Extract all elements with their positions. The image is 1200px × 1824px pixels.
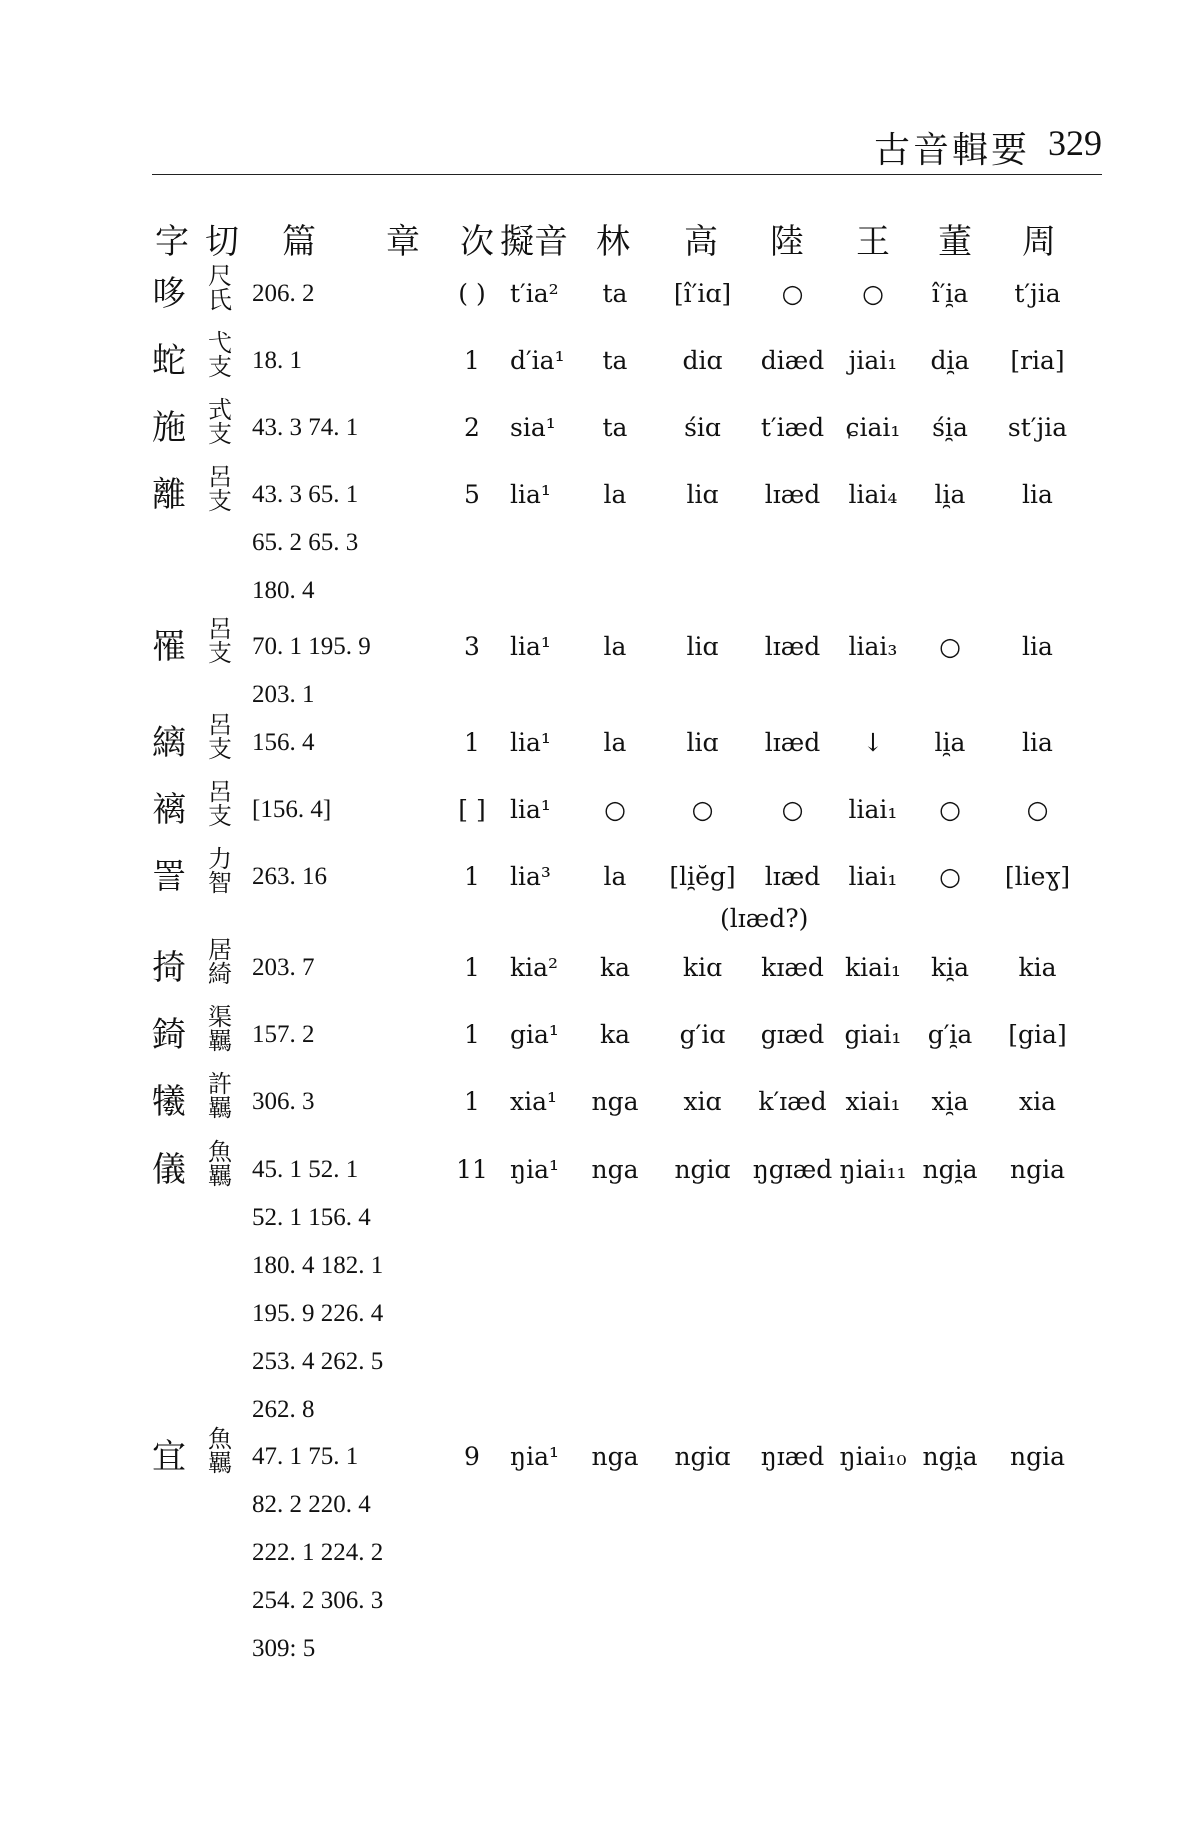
fanqie: 渠羈 xyxy=(208,1003,232,1055)
reference: 45. 1 52. 1 xyxy=(252,1156,359,1183)
zhou-cell: st′jia xyxy=(1007,413,1068,442)
reference: 70. 1 195. 9 xyxy=(252,633,371,660)
head-character: 褵 xyxy=(152,790,186,830)
zhou-cell: ngia xyxy=(1009,1442,1065,1471)
head-character: 詈 xyxy=(152,857,186,897)
wang-cell: liai₁ xyxy=(848,862,898,891)
count-cell: 1 xyxy=(464,346,480,375)
dong-cell: śi̯a xyxy=(932,413,968,442)
fanqie: 式支 xyxy=(208,396,232,448)
lin-cell: ta xyxy=(602,413,628,442)
reconstruction-cell: d′ia¹ xyxy=(510,346,565,375)
reference-list xyxy=(252,1011,315,1059)
reconstruction-cell: lia¹ xyxy=(510,795,551,824)
reference: 156. 4 xyxy=(252,729,315,756)
head-character: 罹 xyxy=(152,627,186,667)
fanqie: 魚羈 xyxy=(208,1425,232,1477)
zhou-cell: kia xyxy=(1018,953,1057,982)
lin-cell: nga xyxy=(591,1155,639,1184)
wang-cell: jiai₁ xyxy=(848,346,898,375)
reference-list xyxy=(252,719,315,767)
count-cell: 3 xyxy=(464,632,480,661)
head-character: 犧 xyxy=(152,1082,186,1122)
count-cell: 1 xyxy=(464,953,480,982)
gao-cell: ○ xyxy=(691,795,714,824)
lu-cell: t′iæd xyxy=(760,413,825,442)
lin-cell: ta xyxy=(602,346,628,375)
fanqie: 許羈 xyxy=(208,1070,232,1122)
reference: 82. 2 220. 4 xyxy=(252,1491,371,1518)
lu-cell: gɪæd xyxy=(760,1020,825,1049)
dong-cell: g′i̯a xyxy=(927,1020,973,1049)
reference-list xyxy=(252,1146,383,1434)
lu-cell: ○ xyxy=(781,279,804,308)
gao-cell: liɑ xyxy=(686,632,719,661)
reference: [156. 4] xyxy=(252,796,332,823)
table-header xyxy=(0,214,1200,264)
zhou-cell: t′jia xyxy=(1014,279,1061,308)
lin-cell: ○ xyxy=(604,795,626,824)
zhou-cell: lia xyxy=(1022,632,1053,661)
wang-cell: ŋiai₁₀ xyxy=(839,1442,907,1471)
fanqie: 呂支 xyxy=(208,463,232,515)
lin-cell: ta xyxy=(602,279,628,308)
count-cell: 11 xyxy=(456,1155,488,1184)
zhou-cell: lia xyxy=(1022,480,1053,509)
gao-cell: [î′iɑ] xyxy=(673,279,732,308)
reconstruction-cell: ŋia¹ xyxy=(510,1155,560,1184)
page-number: 329 xyxy=(1048,123,1102,163)
dong-cell: li̯a xyxy=(934,728,966,757)
lu-cell: k′ɪæd xyxy=(758,1087,827,1116)
wang-cell: ŋiai₁₁ xyxy=(839,1155,907,1184)
fanqie: 弋支 xyxy=(208,329,232,381)
dong-cell: xi̯a xyxy=(931,1087,969,1116)
fanqie: 魚羈 xyxy=(208,1138,232,1190)
lin-cell: la xyxy=(603,632,627,661)
lin-cell: ka xyxy=(599,1020,631,1049)
gao-cell: xiɑ xyxy=(683,1087,722,1116)
count-cell: 9 xyxy=(464,1442,480,1471)
count-cell: 5 xyxy=(464,480,480,509)
col-lin: 林 xyxy=(596,222,630,262)
lu-cell: kɪæd xyxy=(761,953,824,982)
wang-cell: ↓ xyxy=(862,728,884,757)
dong-cell: î′i̯a xyxy=(931,279,969,308)
col-gao: 高 xyxy=(684,222,718,262)
col-lu: 陸 xyxy=(770,222,804,262)
count-cell: 1 xyxy=(464,728,480,757)
gao-cell: g′iɑ xyxy=(679,1020,726,1049)
note: (lɪæd?) xyxy=(720,904,809,933)
gao-cell: kiɑ xyxy=(682,953,723,982)
count-cell: 1 xyxy=(464,862,480,891)
lin-cell: nga xyxy=(591,1442,639,1471)
zhou-cell: ○ xyxy=(1026,795,1049,824)
dong-cell: li̯a xyxy=(934,480,966,509)
head-character: 縭 xyxy=(152,723,186,763)
dong-cell: ngi̯a xyxy=(922,1155,978,1184)
count-cell: ( ) xyxy=(458,279,486,308)
reconstruction-cell: sia¹ xyxy=(510,413,556,442)
head-character: 儀 xyxy=(152,1150,186,1190)
dong-cell: ○ xyxy=(939,795,961,824)
reference: 65. 2 65. 3 xyxy=(252,529,359,556)
reference: 43. 3 65. 1 xyxy=(252,481,359,508)
zhou-cell: [gia] xyxy=(1008,1020,1067,1049)
lu-cell: diæd xyxy=(760,346,825,375)
reconstruction-cell: gia¹ xyxy=(510,1020,559,1049)
reference: 180. 4 182. 1 xyxy=(252,1252,384,1279)
wang-cell: liai₁ xyxy=(848,795,898,824)
lin-cell: la xyxy=(603,728,627,757)
reconstruction-cell: lia³ xyxy=(510,862,551,891)
fanqie: 力智 xyxy=(208,845,232,897)
reference: 253. 4 262. 5 xyxy=(252,1348,384,1375)
wang-cell: liai₃ xyxy=(848,632,898,661)
fanqie: 呂支 xyxy=(208,711,232,763)
count-cell: 2 xyxy=(464,413,480,442)
reference: 262. 8 xyxy=(252,1396,315,1423)
reference-list xyxy=(252,1078,315,1126)
head-character: 蛇 xyxy=(152,341,186,381)
lu-cell: lɪæd xyxy=(764,862,821,891)
gao-cell: ngiɑ xyxy=(674,1155,731,1184)
lu-cell: ○ xyxy=(781,795,804,824)
reference: 206. 2 xyxy=(252,280,315,307)
gao-cell: śiɑ xyxy=(684,413,721,442)
head-character: 哆 xyxy=(152,274,186,314)
col-wang: 王 xyxy=(856,222,890,262)
reconstruction-cell: t′ia² xyxy=(510,279,559,308)
reconstruction-cell: lia¹ xyxy=(510,728,551,757)
head-character: 宜 xyxy=(152,1437,186,1477)
lin-cell: la xyxy=(603,480,627,509)
lin-cell: ka xyxy=(599,953,631,982)
header-rule xyxy=(152,174,1102,175)
book-title: 古音輯要 xyxy=(873,130,1030,171)
col-ci: 次 xyxy=(460,222,494,262)
reference: 43. 3 74. 1 xyxy=(252,414,359,441)
reconstruction-cell: lia¹ xyxy=(510,480,551,509)
reference: 306. 3 xyxy=(252,1088,315,1115)
reference-list xyxy=(252,1433,383,1673)
reference: 222. 1 224. 2 xyxy=(252,1539,384,1566)
reference: 157. 2 xyxy=(252,1021,315,1048)
reference-list xyxy=(252,404,358,452)
wang-cell: kiai₁ xyxy=(844,953,902,982)
reference-list xyxy=(252,337,302,385)
gao-cell: liɑ xyxy=(686,728,719,757)
dong-cell: ki̯a xyxy=(930,953,970,982)
reconstruction-cell: kia² xyxy=(510,953,559,982)
running-head xyxy=(0,118,1200,171)
gao-cell: [li̯ĕg] xyxy=(669,862,736,891)
lu-cell: lɪæd xyxy=(764,480,821,509)
count-cell: [ ] xyxy=(458,795,486,824)
lu-cell: ŋɪæd xyxy=(760,1442,825,1471)
reference-list xyxy=(252,853,327,901)
col-pian: 篇 xyxy=(282,222,316,262)
wang-cell: ○ xyxy=(862,279,884,308)
head-character: 錡 xyxy=(152,1015,186,1055)
reference-list xyxy=(252,944,315,992)
count-cell: 1 xyxy=(464,1087,480,1116)
wang-cell: ɕiai₁ xyxy=(845,413,901,442)
gao-cell: diɑ xyxy=(682,346,723,375)
wang-cell: liai₄ xyxy=(848,480,898,509)
col-qie: 切 xyxy=(205,222,239,262)
fanqie: 呂支 xyxy=(208,778,232,830)
reference: 47. 1 75. 1 xyxy=(252,1443,359,1470)
lin-cell: nga xyxy=(591,1087,639,1116)
lu-cell: lɪæd xyxy=(764,728,821,757)
zhou-cell: ngia xyxy=(1009,1155,1065,1184)
reference: 203. 1 xyxy=(252,681,315,708)
dong-cell: ○ xyxy=(939,862,961,891)
gao-cell: liɑ xyxy=(686,480,719,509)
fanqie: 尺氏 xyxy=(208,262,232,314)
reference: 52. 1 156. 4 xyxy=(252,1204,371,1231)
fanqie: 呂支 xyxy=(208,615,232,667)
reference-list xyxy=(252,471,358,615)
col-zhou: 周 xyxy=(1022,222,1056,262)
col-dong: 董 xyxy=(938,222,972,262)
reference: 309: 5 xyxy=(252,1635,316,1662)
lu-cell: lɪæd xyxy=(764,632,821,661)
head-character: 離 xyxy=(152,475,186,515)
reference-list xyxy=(252,623,371,719)
col-niyin: 擬音 xyxy=(500,222,568,262)
zhou-cell: [ria] xyxy=(1010,346,1065,375)
zhou-cell: [lieɣ] xyxy=(1004,862,1071,891)
reference: 263. 16 xyxy=(252,863,327,890)
lin-cell: la xyxy=(603,862,627,891)
dong-cell: ○ xyxy=(939,632,961,661)
reference-list xyxy=(252,786,331,834)
reconstruction-cell: lia¹ xyxy=(510,632,551,661)
zhou-cell: lia xyxy=(1022,728,1053,757)
dong-cell: di̯a xyxy=(930,346,970,375)
col-zhang: 章 xyxy=(386,222,420,262)
dong-cell: ngi̯a xyxy=(922,1442,978,1471)
reference: 18. 1 xyxy=(252,347,302,374)
gao-cell: ngiɑ xyxy=(674,1442,731,1471)
wang-cell: xiai₁ xyxy=(845,1087,901,1116)
reference: 180. 4 xyxy=(252,577,315,604)
fanqie: 居綺 xyxy=(208,936,232,988)
zhou-cell: xia xyxy=(1019,1087,1056,1116)
reconstruction-cell: ŋia¹ xyxy=(510,1442,560,1471)
col-zi: 字 xyxy=(155,222,189,262)
reference: 195. 9 226. 4 xyxy=(252,1300,384,1327)
wang-cell: giai₁ xyxy=(844,1020,902,1049)
count-cell: 1 xyxy=(464,1020,480,1049)
head-character: 施 xyxy=(152,408,186,448)
reference: 254. 2 306. 3 xyxy=(252,1587,384,1614)
lu-cell: ŋgɪæd xyxy=(752,1155,833,1184)
head-character: 掎 xyxy=(152,948,186,988)
reference: 203. 7 xyxy=(252,954,315,981)
reconstruction-cell: xia¹ xyxy=(510,1087,558,1116)
reference-list xyxy=(252,270,315,318)
